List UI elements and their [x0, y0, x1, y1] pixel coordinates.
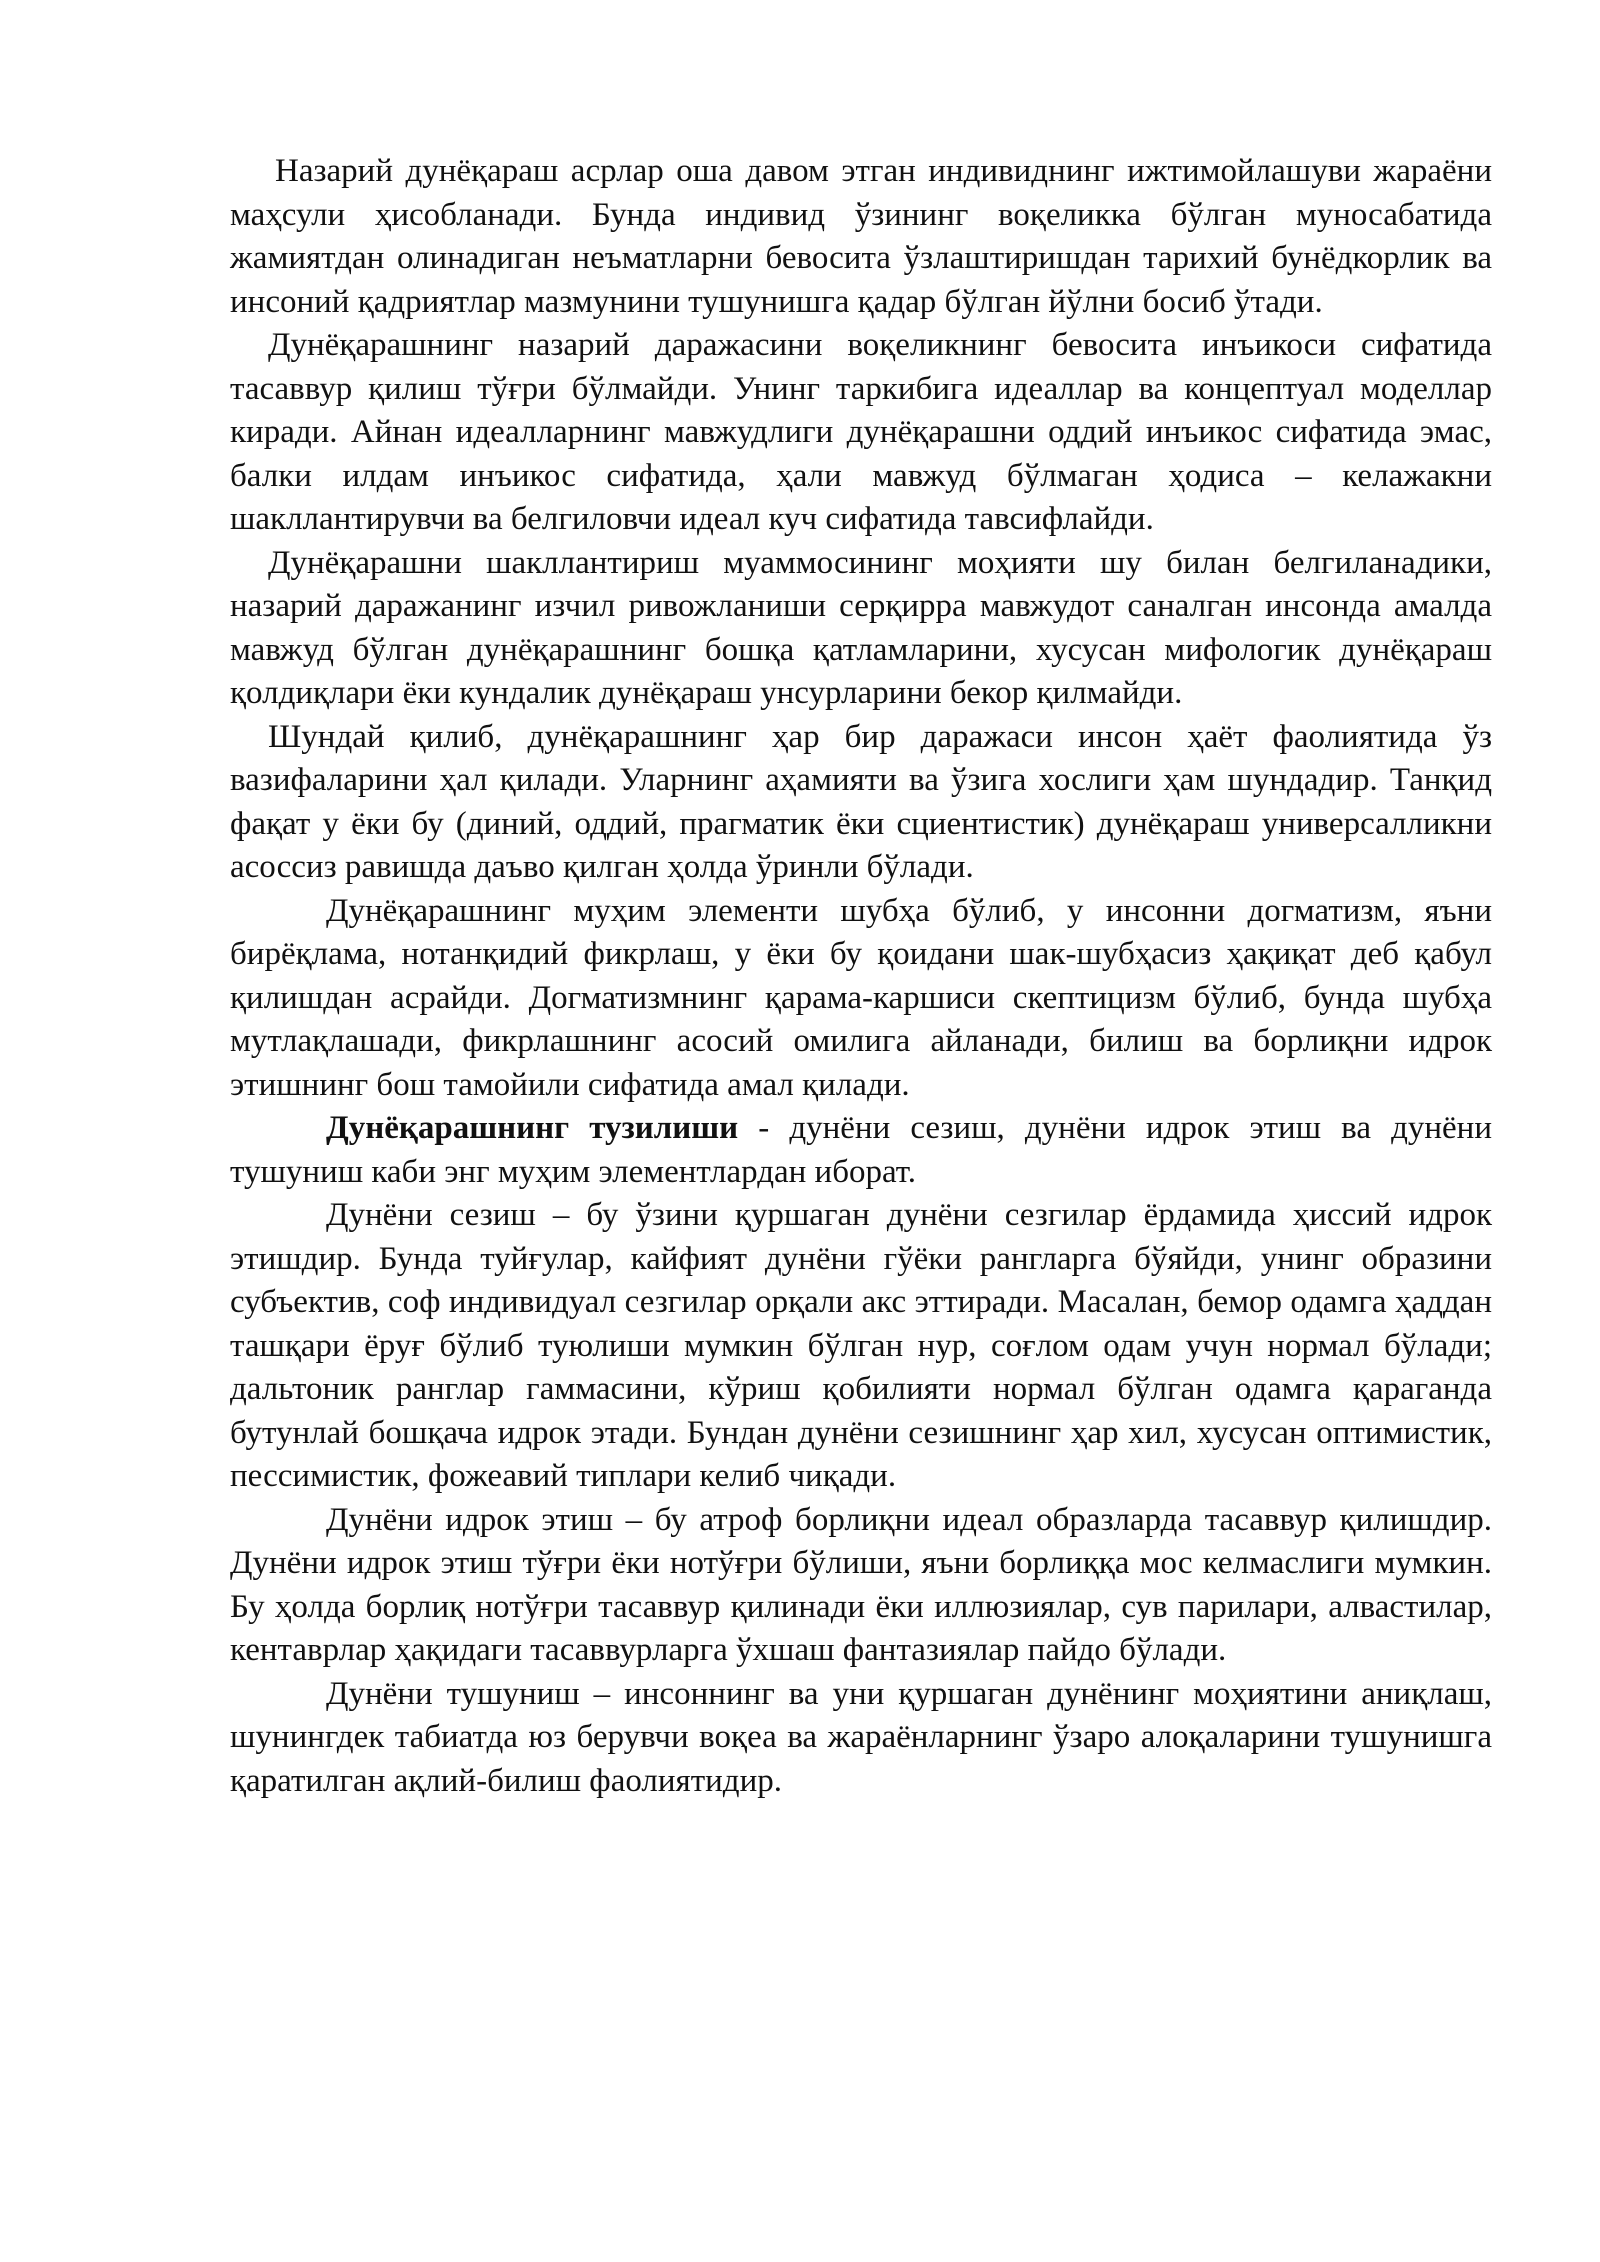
- paragraph-9: [230, 1673, 1492, 1804]
- paragraph-5-text: Дунёқарашнинг муҳим элементи шубҳа бўлиб, у инсонни догматизм, яъни бирёқлама, нотанқидий фикрлаш, у ёки бу қоидани шак-шубҳасиз ҳақиқат деб қабул қилишдан асрайди. Догматизмнинг қарама-каршиси скептицизм бўлиб, бунда шубҳа мутлақлашади, фикрлашнинг асосий омилига айланади, билиш ва борлиқни идрок этишнинг бош тамойили сифатида амал қилади.: [230, 892, 1492, 1103]
- paragraph-9-text: Дунёни тушуниш – инсоннинг ва уни қуршаган дунёнинг моҳиятини аниқлаш, шунингдек табиатда юз берувчи воқеа ва жараёнларнинг ўзаро алоқаларини тушунишга қаратилган ақлий-билиш фаолиятидир.: [230, 1675, 1492, 1799]
- paragraph-3-text: Дунёқарашни шакллантириш муаммосининг моҳияти шу билан белгиланадики, назарий даражанинг изчил ривожланиши серқирра мавжудот саналган инсонда амалда мавжуд бўлган дунёқарашнинг бошқа қатламларини, хусусан мифологик дунёқараш қолдиқлари ёки кундалик дунёқараш унсурларини бекор қилмайди.: [230, 544, 1492, 711]
- paragraph-5: [230, 890, 1492, 1108]
- paragraph-4: [230, 716, 1492, 890]
- paragraph-6-text: - дунёни сезиш, дунёни идрок этиш ва дунёни тушуниш каби энг муҳим элементлардан иборат.: [230, 1110, 1492, 1190]
- paragraph-8: [230, 1499, 1492, 1673]
- paragraph-1-text: Назарий дунёқараш асрлар оша давом этган индивиднинг ижтимойлашуви жараёни маҳсули ҳисобланади. Бунда индивид ўзининг воқеликка бўлган муносабатида жамиятдан олинадиган неъматларни бевосита ўзлаштиришдан тарихий бунёдкорлик ва инсоний қадриятлар мазмунини тушунишга қадар бўлган йўлни босиб ўтади.: [230, 153, 1492, 320]
- section-heading-bold: Дунёқарашнинг тузилиши: [326, 1110, 739, 1146]
- paragraph-3: [230, 542, 1492, 716]
- paragraph-1: [230, 150, 1492, 324]
- paragraph-7-text: Дунёни сезиш – бу ўзини қуршаган дунёни сезгилар ёрдамида ҳиссий идрок этишдир. Бунда туйғулар, кайфият дунёни гўёки рангларга бўяйди, унинг образини субъектив, соф индивидуал сезгилар орқали акс эттиради. Масалан, бемор одамга ҳаддан ташқари ёруғ бўлиб туюлиши мумкин бўлган нур, соғлом одам учун нормал бўлади; дальтоник ранглар гаммасини, кўриш қобилияти нормал бўлган одамга қараганда бутунлай бошқача идрок этади. Бундан дунёни сезишнинг ҳар хил, хусусан оптимистик, пессимистик, фожеавий типлари келиб чиқади.: [230, 1197, 1492, 1494]
- paragraph-7: [230, 1194, 1492, 1499]
- paragraph-2-text: Дунёқарашнинг назарий даражасини воқеликнинг бевосита инъикоси сифатида тасаввур қилиш тўғри бўлмайди. Унинг таркибига идеаллар ва концептуал моделлар киради. Айнан идеалларнинг мавжудлиги дунёқарашни оддий инъикос сифатида эмас, балки илдам инъикос сифатида, ҳали мавжуд бўлмаган ҳодиса – келажакни шакллантирувчи ва белгиловчи идеал куч сифатида тавсифлайди.: [230, 327, 1492, 537]
- paragraph-4-text: Шундай қилиб, дунёқарашнинг ҳар бир даражаси инсон ҳаёт фаолиятида ўз вазифаларини ҳал қилади. Уларнинг аҳамияти ва ўзига хослиги ҳам шундадир. Танқид фақат у ёки бу (диний, оддий, прагматик ёки сциентистик) дунёқараш универсалликни асоссиз равишда даъво қилган ҳолда ўринли бўлади.: [230, 718, 1492, 885]
- document-body: [230, 150, 1492, 1803]
- paragraph-2: [230, 324, 1492, 542]
- paragraph-8-text: Дунёни идрок этиш – бу атроф борлиқни идеал образларда тасаввур қилишдир. Дунёни идрок этиш тўғри ёки нотўғри бўлиши, яъни борлиққа мос келмаслиги мумкин. Бу ҳолда борлиқ нотўғри тасаввур қилинади ёки иллюзиялар, сув парилари, алвастилар, кентаврлар ҳақидаги тасаввурларга ўхшаш фантазиялар пайдо бўлади.: [230, 1501, 1492, 1668]
- paragraph-6: [230, 1107, 1492, 1194]
